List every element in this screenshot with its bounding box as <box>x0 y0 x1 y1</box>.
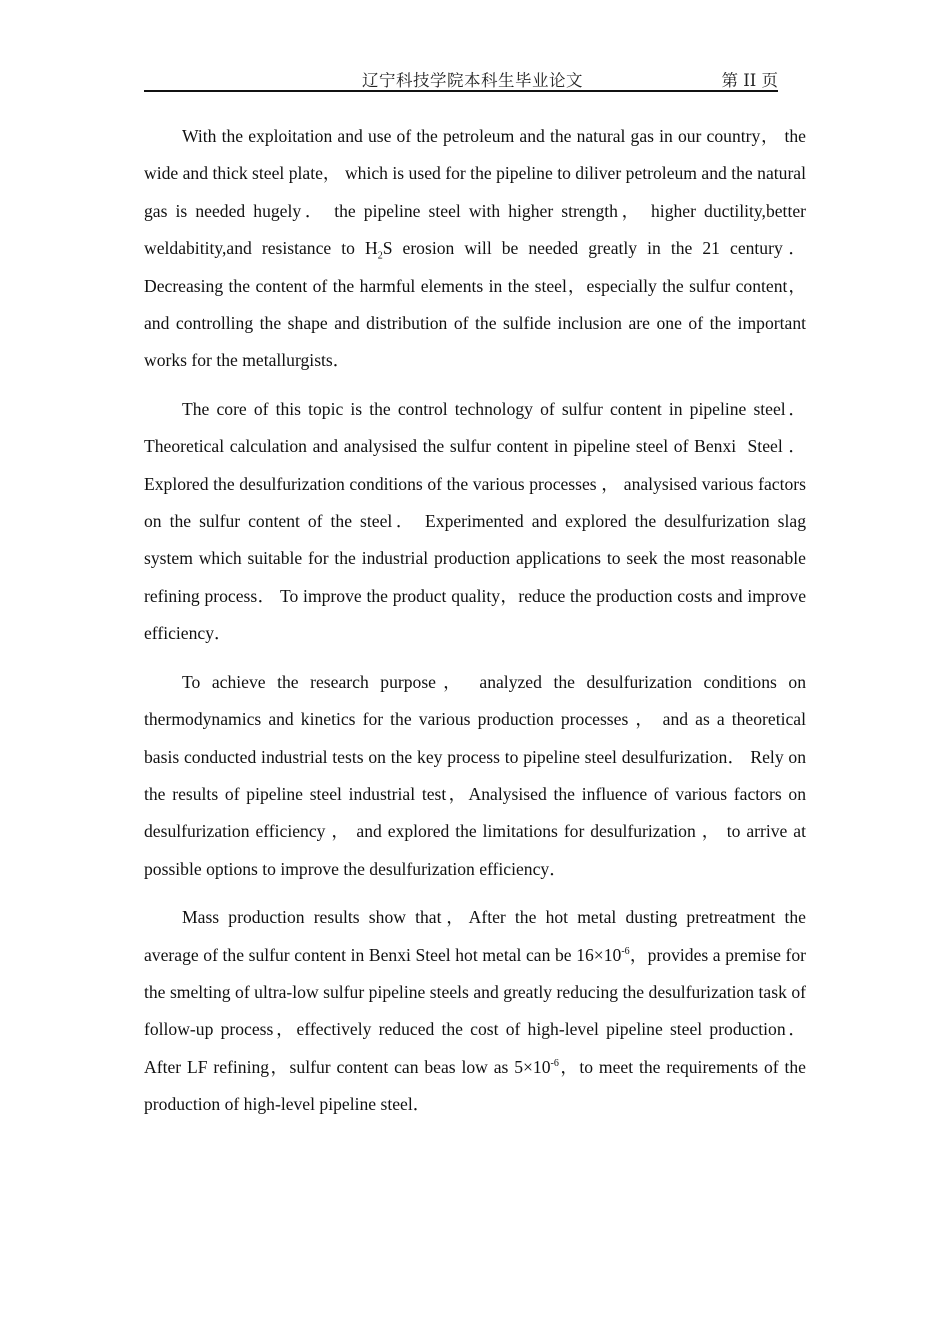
paragraph-2: The core of this topic is the control technology of sulfur content in pipeline steel． Theoretical calculation and analysised the sulfur content in pipeline steel of Benxi Steel ． Explored the desulfurization conditions of the various processes ， analysised various factors on the sulfur content of the steel． Experimented and explored the desulfurization slag system which suitable for the industrial production applications to seek the most reasonable refining process． To improve the product quality，reduce the production costs and improve efficiency． <box>144 398 806 644</box>
paragraph-4: Mass production results show that，After the hot metal dusting pretreatment the average of the sulfur content in Benxi Steel hot metal can be $16\times 10^{-6}$，provides a premise for the smelting of ultra-low sulfur pipeline steels and greatly reducing the desulfurization task of follow-up process，effectively reduced the cost of high-level pipeline steel production． After LF refining，sulfur content can beas low as $5\times 10^{-6}$，to meet the requirements of the production of high-level pipeline steel． <box>144 907 806 1115</box>
abstract-body <box>144 118 806 1135</box>
header-title: 辽宁科技学院本科生毕业论文 <box>362 71 583 90</box>
page-header <box>144 64 778 92</box>
paragraph-3: To achieve the research purpose， analyzed the desulfurization conditions on thermodynamics and kinetics for the various production processes ， and as a theoretical basis conducted industrial tests on the key process to pipeline steel desulfurization． Rely on the results of pipeline steel industrial test，Analysised the influence of various factors on desulfurization efficiency ， and explored the limitations for desulfurization ， to arrive at possible options to improve the desulfurization efficiency． <box>144 671 806 879</box>
page-number: 第 II 页 <box>721 71 778 90</box>
paragraph-1: With the exploitation and use of the petroleum and the natural gas in our country， the wide and thick steel plate， which is used for the pipeline to diliver petroleum and the natural gas is needed hugely． the pipeline steel with higher strength， higher ductility,better weldabitity,and resistance to $H_2S$ erosion will be needed greatly in the 21 century． Decreasing the content of the harmful elements in the steel，especially the sulfur content，and controlling the shape and distribution of the sulfide inclusion are one of the important works for the metallurgists． <box>144 126 806 371</box>
